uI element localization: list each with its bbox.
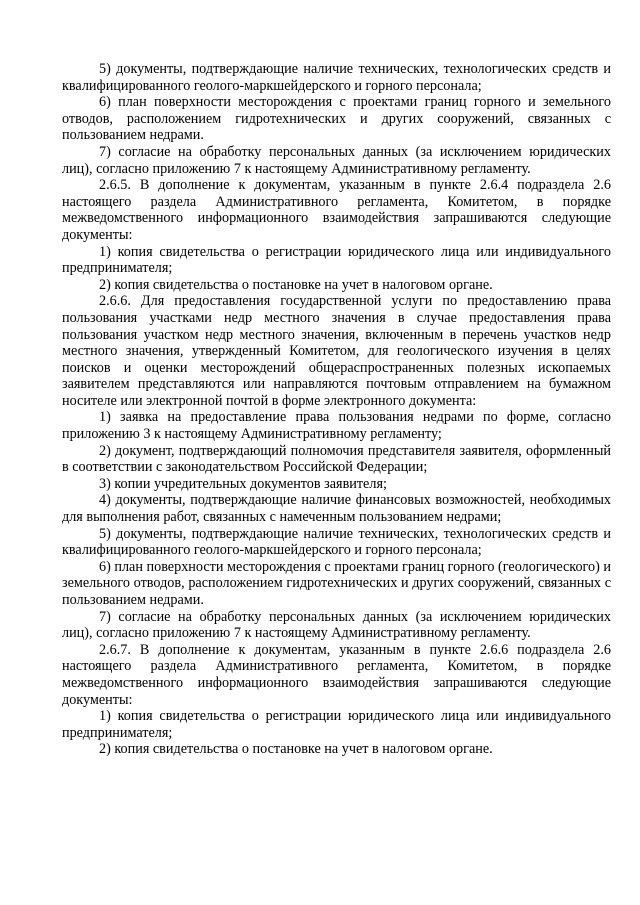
clause-2-6-5: 2.6.5. В дополнение к документам, указанным в пункте 2.6.4 подраздела 2.6 настоящего раздела Административного регламента, Комитетом, в порядке межведомственного информационного взаимодействия запрашиваются следующие документы: bbox=[62, 177, 611, 243]
list-item-4-financial-capacity: 4) документы, подтверждающие наличие финансовых возможностей, необходимых для выполнения работ, связанных с намеченным пользованием недрами; bbox=[62, 492, 611, 526]
document-page bbox=[62, 61, 611, 758]
list-item-7-personal-data-consent: 7) согласие на обработку персональных данных (за исключением юридических лиц), согласно приложению 7 к настоящему Административному регламенту. bbox=[62, 608, 611, 642]
list-item-2-tax-registration-copy: 2) копия свидетельства о постановке на учет в налоговом органе. bbox=[99, 741, 493, 758]
list-item-7-personal-data-consent: 7) согласие на обработку персональных данных (за исключением юридических лиц), согласно приложению 7 к настоящему Административному регламенту. bbox=[62, 143, 611, 177]
list-item-1-registration-copy: 1) копия свидетельства о регистрации юридического лица или индивидуального предпринимателя; bbox=[62, 708, 611, 741]
list-item-6-surface-plan: 6) план поверхности месторождения с проектами границ горного (геологического) и земельного отводов, расположением гидротехнических и других сооружений, связанных с пользованием недрами. bbox=[62, 558, 611, 608]
list-item-3-founding-documents: 3) копии учредительных документов заявителя; bbox=[99, 475, 387, 492]
clause-2-6-6: 2.6.6. Для предоставления государственной услуги по предоставлению права пользования участками недр местного значения в случае предоставления права пользования участком недр местного значения, включенным в перечень участков недр местного значения, утвержденный Комитетом, для геологического изучения в целях поисков и оценки месторождений общераспространенных полезных ископаемых заявителем представляются или направляются почтовым отправлением на бумажном носителе или электронной почтой в форме электронного документа: bbox=[62, 293, 611, 409]
list-item-6-surface-plan: 6) план поверхности месторождения с проектами границ горного и земельного отводов, расположением гидротехнических и других сооружений, связанных с пользованием недрами. bbox=[62, 94, 611, 144]
list-item-2-tax-registration-copy: 2) копия свидетельства о постановке на учет в налоговом органе. bbox=[99, 276, 493, 293]
list-item-1-application: 1) заявка на предоставление права пользования недрами по форме, согласно приложению 3 к настоящему Административному регламенту; bbox=[62, 409, 611, 443]
list-item-1-registration-copy: 1) копия свидетельства о регистрации юридического лица или индивидуального предпринимателя; bbox=[62, 243, 611, 277]
list-item-5-technical-means: 5) документы, подтверждающие наличие технических, технологических средств и квалифицированного геолого-маркшейдерского и горного персонала; bbox=[62, 61, 611, 94]
list-item-5-technical-means: 5) документы, подтверждающие наличие технических, технологических средств и квалифицированного геолого-маркшейдерского и горного персонала; bbox=[62, 525, 611, 559]
list-item-2-authority-document: 2) документ, подтверждающий полномочия представителя заявителя, оформленный в соответствии с законодательством Российской Федерации; bbox=[62, 442, 611, 476]
clause-2-6-7: 2.6.7. В дополнение к документам, указанным в пункте 2.6.6 подраздела 2.6 настоящего раздела Административного регламента, Комитетом, в порядке межведомственного информационного взаимодействия запрашиваются следующие документы: bbox=[62, 641, 611, 708]
